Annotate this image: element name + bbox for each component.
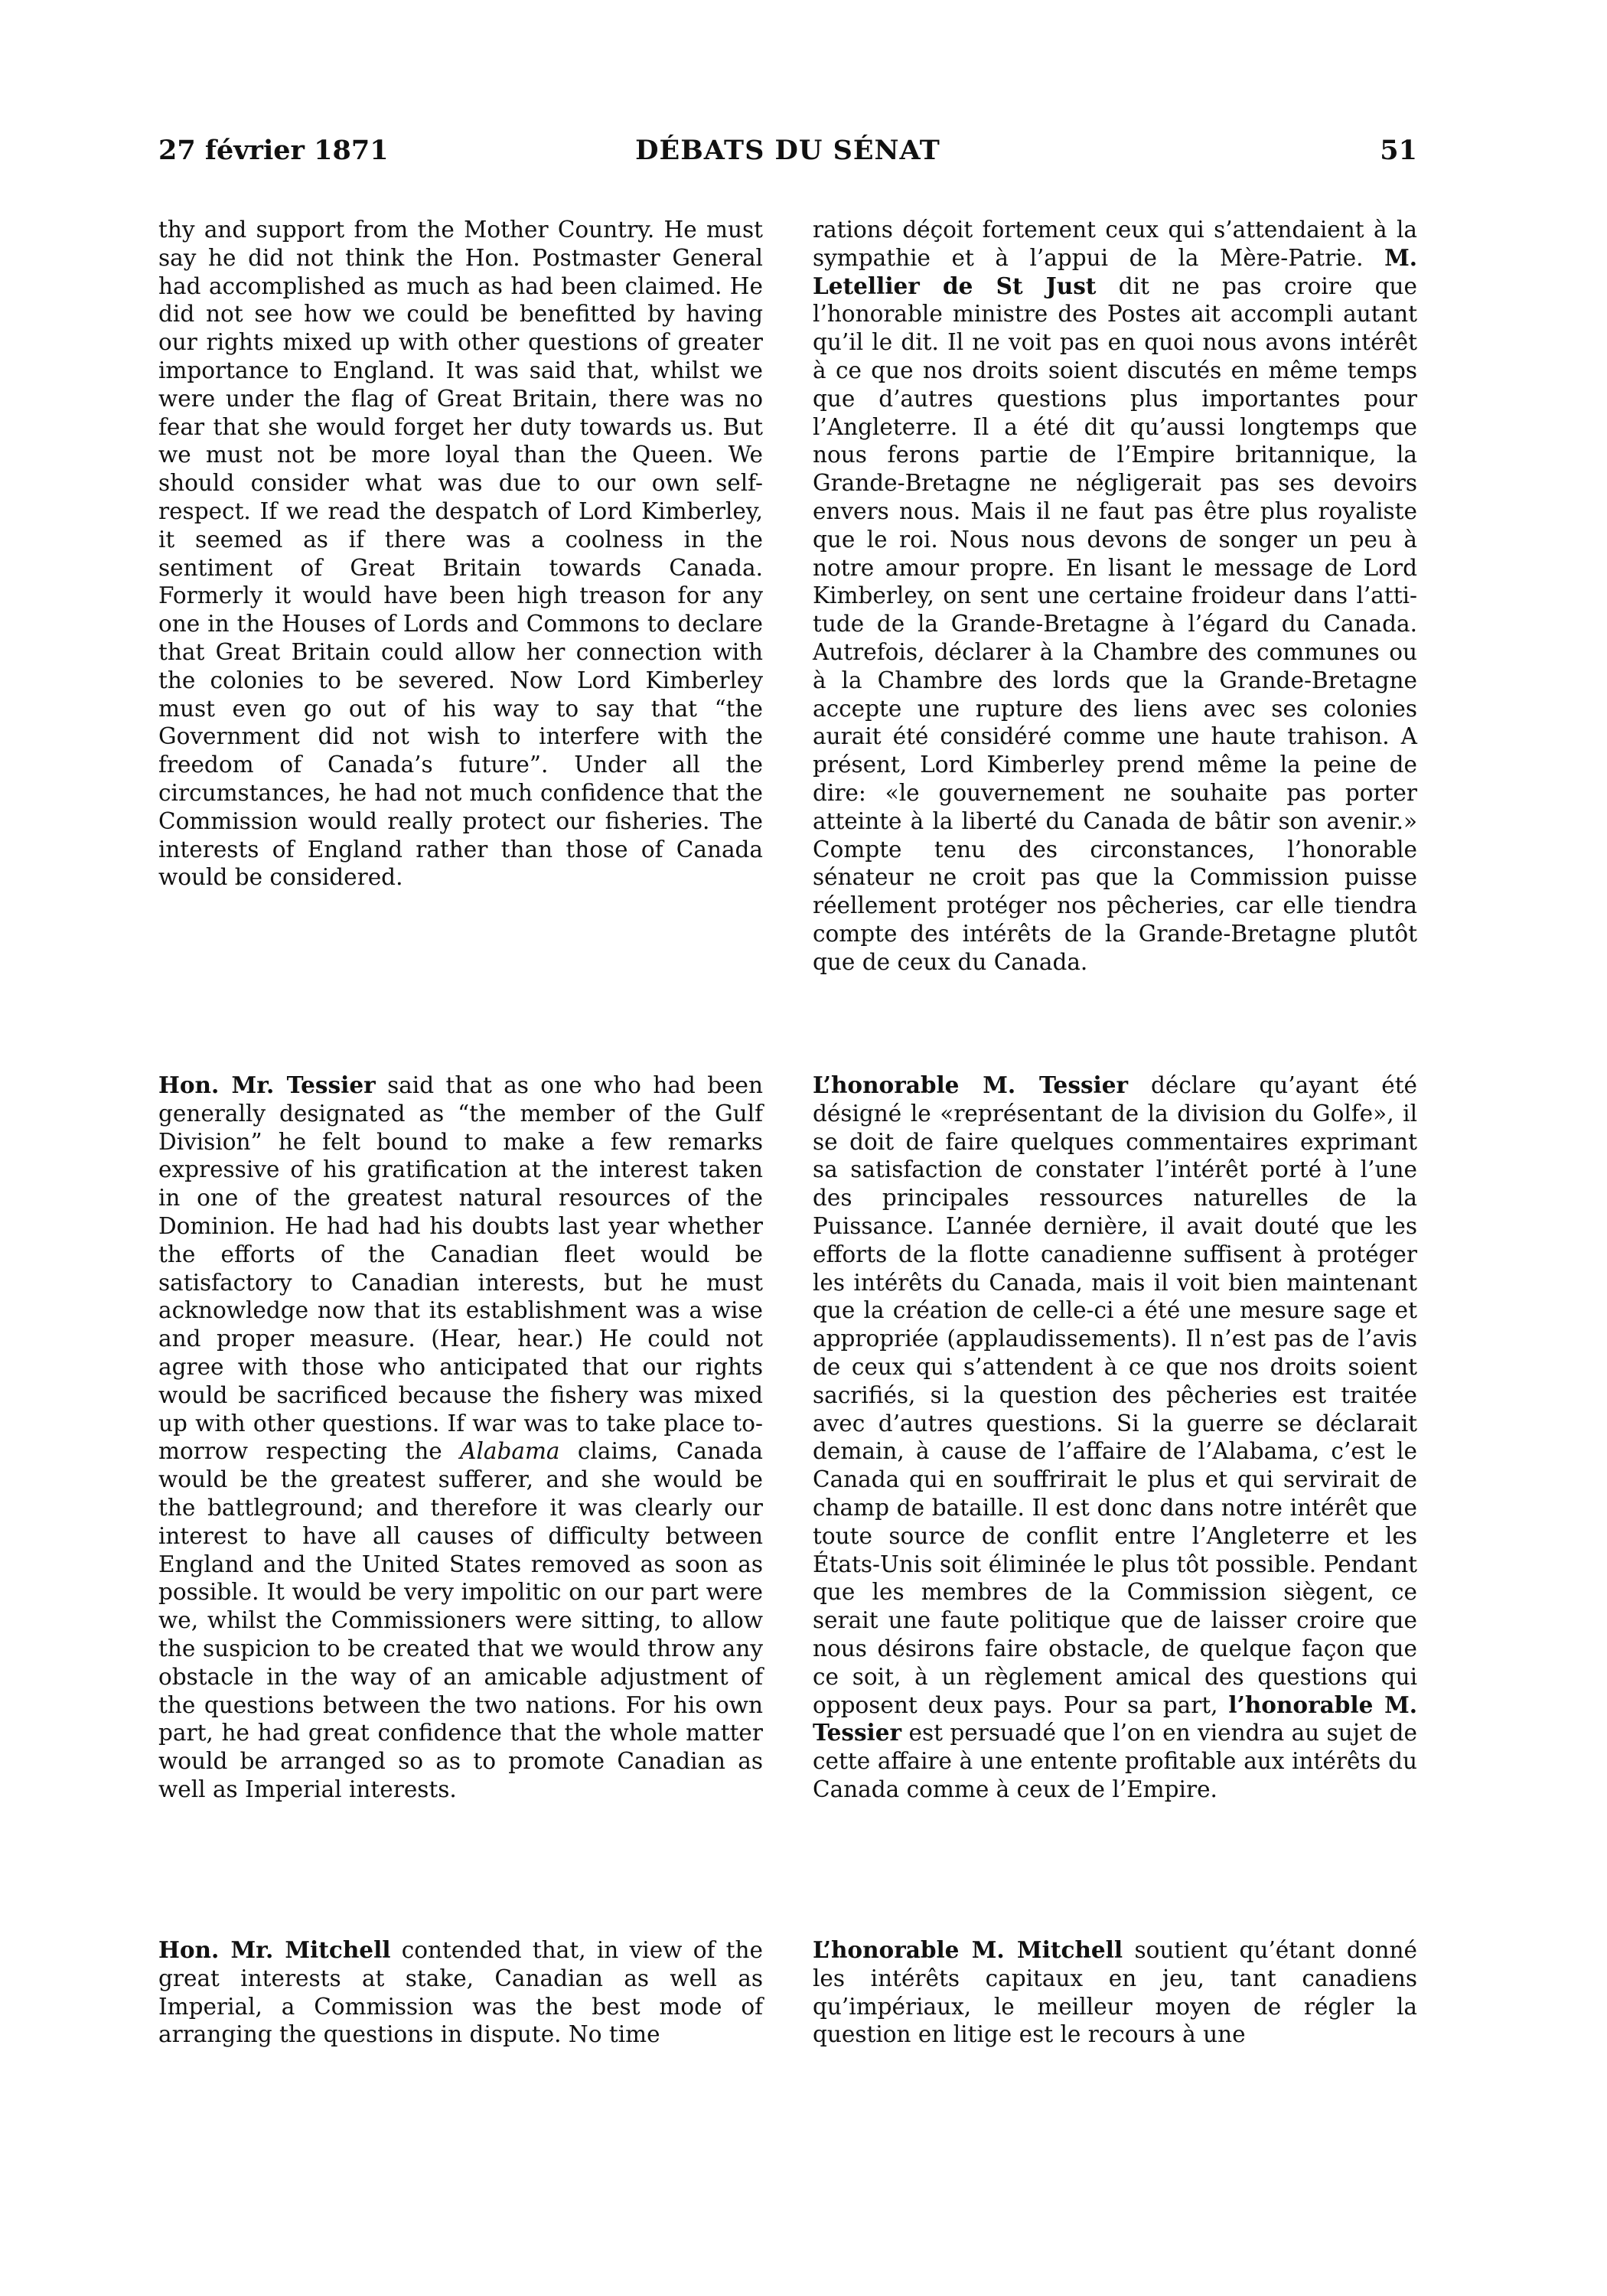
paragraph-fr-1 [813, 216, 1417, 977]
speech-text: dit ne pas croire que l’honorable ministre des Postes ait accompli autant qu’il le dit. Il ne voit pas en quoi nous avons intérêt à ce que nos droits soient discutés en même temps que d’autres questions plus importantes pour l’Angleterre. Il a été dit qu’aussi longtemps que nous ferons partie de l’Empire britannique, la Grande-Bretagne ne négligerait pas ses devoirs envers nous. Mais il ne faut pas être plus royaliste que le roi. Nous nous devons de songer un peu à notre amour propre. En lisant le message de Lord Kimberley, on sent une certaine froideur dans l’attitude de la Grande-Bretagne à l’égard du Canada. Autrefois, déclarer à la Chambre des communes ou à la Chambre des lords que la Grande-Bretagne accepte une rupture des liens avec ses colonies aurait été considéré comme une haute trahison. A présent, Lord Kimberley prend même la peine de dire: «le gouvernement ne souhaite pas porter atteinte à la liberté du Canada de bâtir son avenir.» Compte tenu des circonstances, l’honorable sénateur ne croit pas que la Commission puisse réellement protéger nos pêcheries, car elle tiendra compte des intérêts de la Grande-Bretagne plutôt que de ceux du Canada. [813, 272, 1417, 975]
paragraph-en-3 [158, 1936, 763, 2049]
speech-text: contended that, in view of the great interests at stake, Canadian as well as Imperial, a Commission was the best mode of arranging the questions in dispute. No time [158, 1937, 763, 2048]
speaker-name: L’honorable M. Tessier [813, 1071, 1129, 1098]
italic-term: Alabama [460, 1438, 560, 1465]
speech-text: rations déçoit fortement ceux qui s’attendaient à la sympathie et à l’appui de la Mère-Patrie. [813, 217, 1417, 271]
speaker-name: l’honorable M. Tessier [813, 1691, 1418, 1746]
speaker-name: L’honorable M. Mitchell [813, 1936, 1123, 1963]
page-number: 51 [1380, 135, 1417, 166]
paragraph-fr-2 [813, 1071, 1417, 1804]
speech-text: claims, Canada would be the greatest sufferer, and she would be the battleground; and therefore it was clearly our interest to have all causes of difficulty between England and the United States removed as soon as possible. It would be very impolitic on our part were we, whilst the Commissioners were sitting, to allow the suspicion to be created that we would throw any obstacle in the way of an amicable adjustment of the questions between the two nations. For his own part, he had great confidence that the whole matter would be arranged so as to promote Canadian as well as Imperial interests. [158, 1438, 763, 1802]
speech-text: déclare qu’ayant été désigné le «représentant de la division du Golfe», il se doit de faire quelques commentaires exprimant sa satisfaction de constater l’intérêt porté à l’une des principales ressources naturelles de la Puissance. L’année dernière, il avait douté que les efforts de la flotte canadienne suffisent à protéger les intérêts du Canada, mais il voit bien maintenant que la création de celle-ci a été une mesure sage et appropriée (applaudissements). Il n’est pas de l’avis de ceux qui s’attendent à ce que nos droits soient sacrifiés, si la question des pêcheries est traitée avec d’autres questions. Si la guerre se déclarait demain, à cause de l’affaire de l’Alabama, c’est le Canada qui en souffrirait le plus et qui servirait de champ de bataille. Il est donc dans notre intérêt que toute source de conflit entre l’Angleterre et les États-Unis soit éliminée le plus tôt possible. Pendant que les membres de la Commission siègent, ce serait une faute politique que de laisser croire que nous désirons faire obstacle, de quelque façon que ce soit, à un règlement amical des questions qui opposent deux pays. Pour sa part, [813, 1072, 1418, 1718]
paragraph-fr-3 [813, 1936, 1417, 2049]
paragraph-en-2 [158, 1071, 763, 1804]
speaker-name: Hon. Mr. Tessier [158, 1071, 376, 1098]
speech-text: said that as one who had been generally designated as “the member of the Gulf Division” he felt bound to make a few remarks expressive of his gratification at the interest taken in one of the greatest natural resources of the Dominion. He had had his doubts last year whether the efforts of the Canadian fleet would be satisfactory to Canadian interests, but he must acknowledge now that its establishment was a wise and proper measure. (Hear, hear.) He could not agree with those who anticipated that our rights would be sacrificed because the fishery was mixed up with other questions. If war was to take place to-morrow respecting the [158, 1072, 763, 1465]
speech-text: soutient qu’étant donné les intérêts capitaux en jeu, tant canadiens qu’impériaux, le meilleur moyen de régler la question en litige est le recours à une [813, 1937, 1417, 2048]
running-header [158, 135, 1417, 173]
speaker-name: Hon. Mr. Mitchell [158, 1936, 391, 1963]
header-date: 27 février 1871 [158, 135, 389, 166]
paragraph-en-1: thy and support from the Mother Country. He must say he did not think the Hon. Postmaster General had accomplished as much as had been claimed. He did not see how we could be benefitted by having our rights mixed up with other questions of greater importance to England. It was said that, whilst we were under the flag of Great Britain, there was no fear that she would forget her duty towards us. But we must not be more loyal than the Queen. We should consider what was due to our own self-respect. If we read the despatch of Lord Kimberley, it seemed as if there was a coolness in the sentiment of Great Britain towards Canada. Formerly it would have been high treason for any one in the Houses of Lords and Commons to declare that Great Britain could allow her connection with the colonies to be severed. Now Lord Kimberley must even go out of his way to say that “the Government did not wish to interfere with the freedom of Canada’s future”. Under all the circumstances, he had not much confidence that the Commission would really protect our fisheries. The interests of England rather than those of Canada would be considered. [158, 217, 763, 891]
speech-text: est persuadé que l’on en viendra au sujet de cette affaire à une entente profitable aux intérêts du Canada comme à ceux de l’Empire. [813, 1720, 1417, 1802]
header-title: DÉBATS DU SÉNAT [635, 135, 940, 166]
speaker-name: M. Letellier de St Just [813, 243, 1417, 299]
